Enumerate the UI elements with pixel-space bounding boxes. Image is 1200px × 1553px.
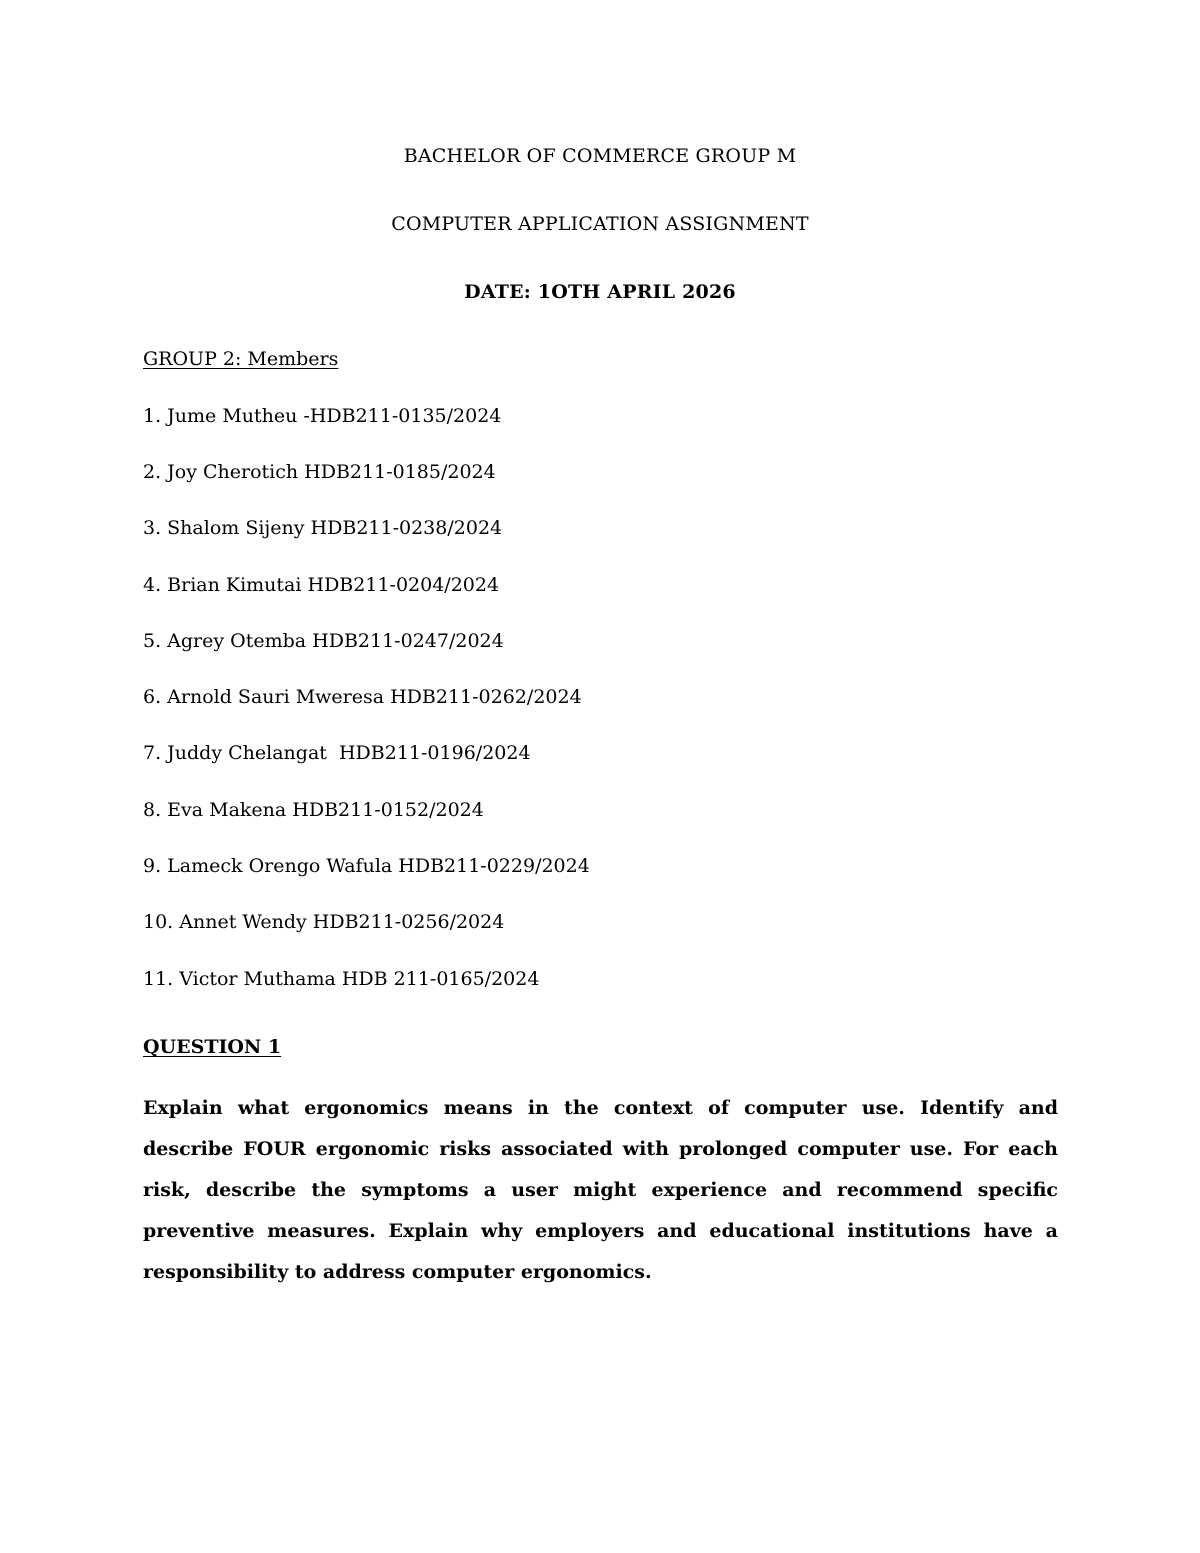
member-item: 11. Victor Muthama HDB 211-0165/2024 [143, 968, 540, 990]
question-heading: QUESTION 1 [143, 1036, 282, 1058]
title-line-course: COMPUTER APPLICATION ASSIGNMENT [391, 213, 809, 235]
member-item: 3. Shalom Sijeny HDB211-0238/2024 [143, 517, 503, 539]
member-item: 4. Brian Kimutai HDB211-0204/2024 [143, 574, 500, 596]
member-item: 10. Annet Wendy HDB211-0256/2024 [143, 911, 505, 933]
member-item: 7. Juddy Chelangat HDB211-0196/2024 [143, 742, 531, 764]
member-item: 1. Jume Mutheu -HDB211-0135/2024 [143, 405, 502, 427]
title-line-date: DATE: 1OTH APRIL 2026 [464, 281, 736, 303]
member-item: 8. Eva Makena HDB211-0152/2024 [143, 799, 484, 821]
group-heading: GROUP 2: Members [143, 348, 339, 370]
member-item: 5. Agrey Otemba HDB211-0247/2024 [143, 630, 504, 652]
member-item: 2. Joy Cherotich HDB211-0185/2024 [143, 461, 496, 483]
member-item: 6. Arnold Sauri Mweresa HDB211-0262/2024 [143, 686, 582, 708]
title-line-program: BACHELOR OF COMMERCE GROUP M [403, 145, 797, 167]
question-text: Explain what ergonomics means in the context of computer use. Identify and describe FOUR ergonomic risks associated with prolonged computer use. For each risk, describe the symptoms a user might experience and recommend specific preventive measures. Explain why employers and educational institutions have a responsibility to address computer ergonomics. [143, 1097, 1058, 1283]
member-item: 9. Lameck Orengo Wafula HDB211-0229/2024 [143, 855, 590, 877]
